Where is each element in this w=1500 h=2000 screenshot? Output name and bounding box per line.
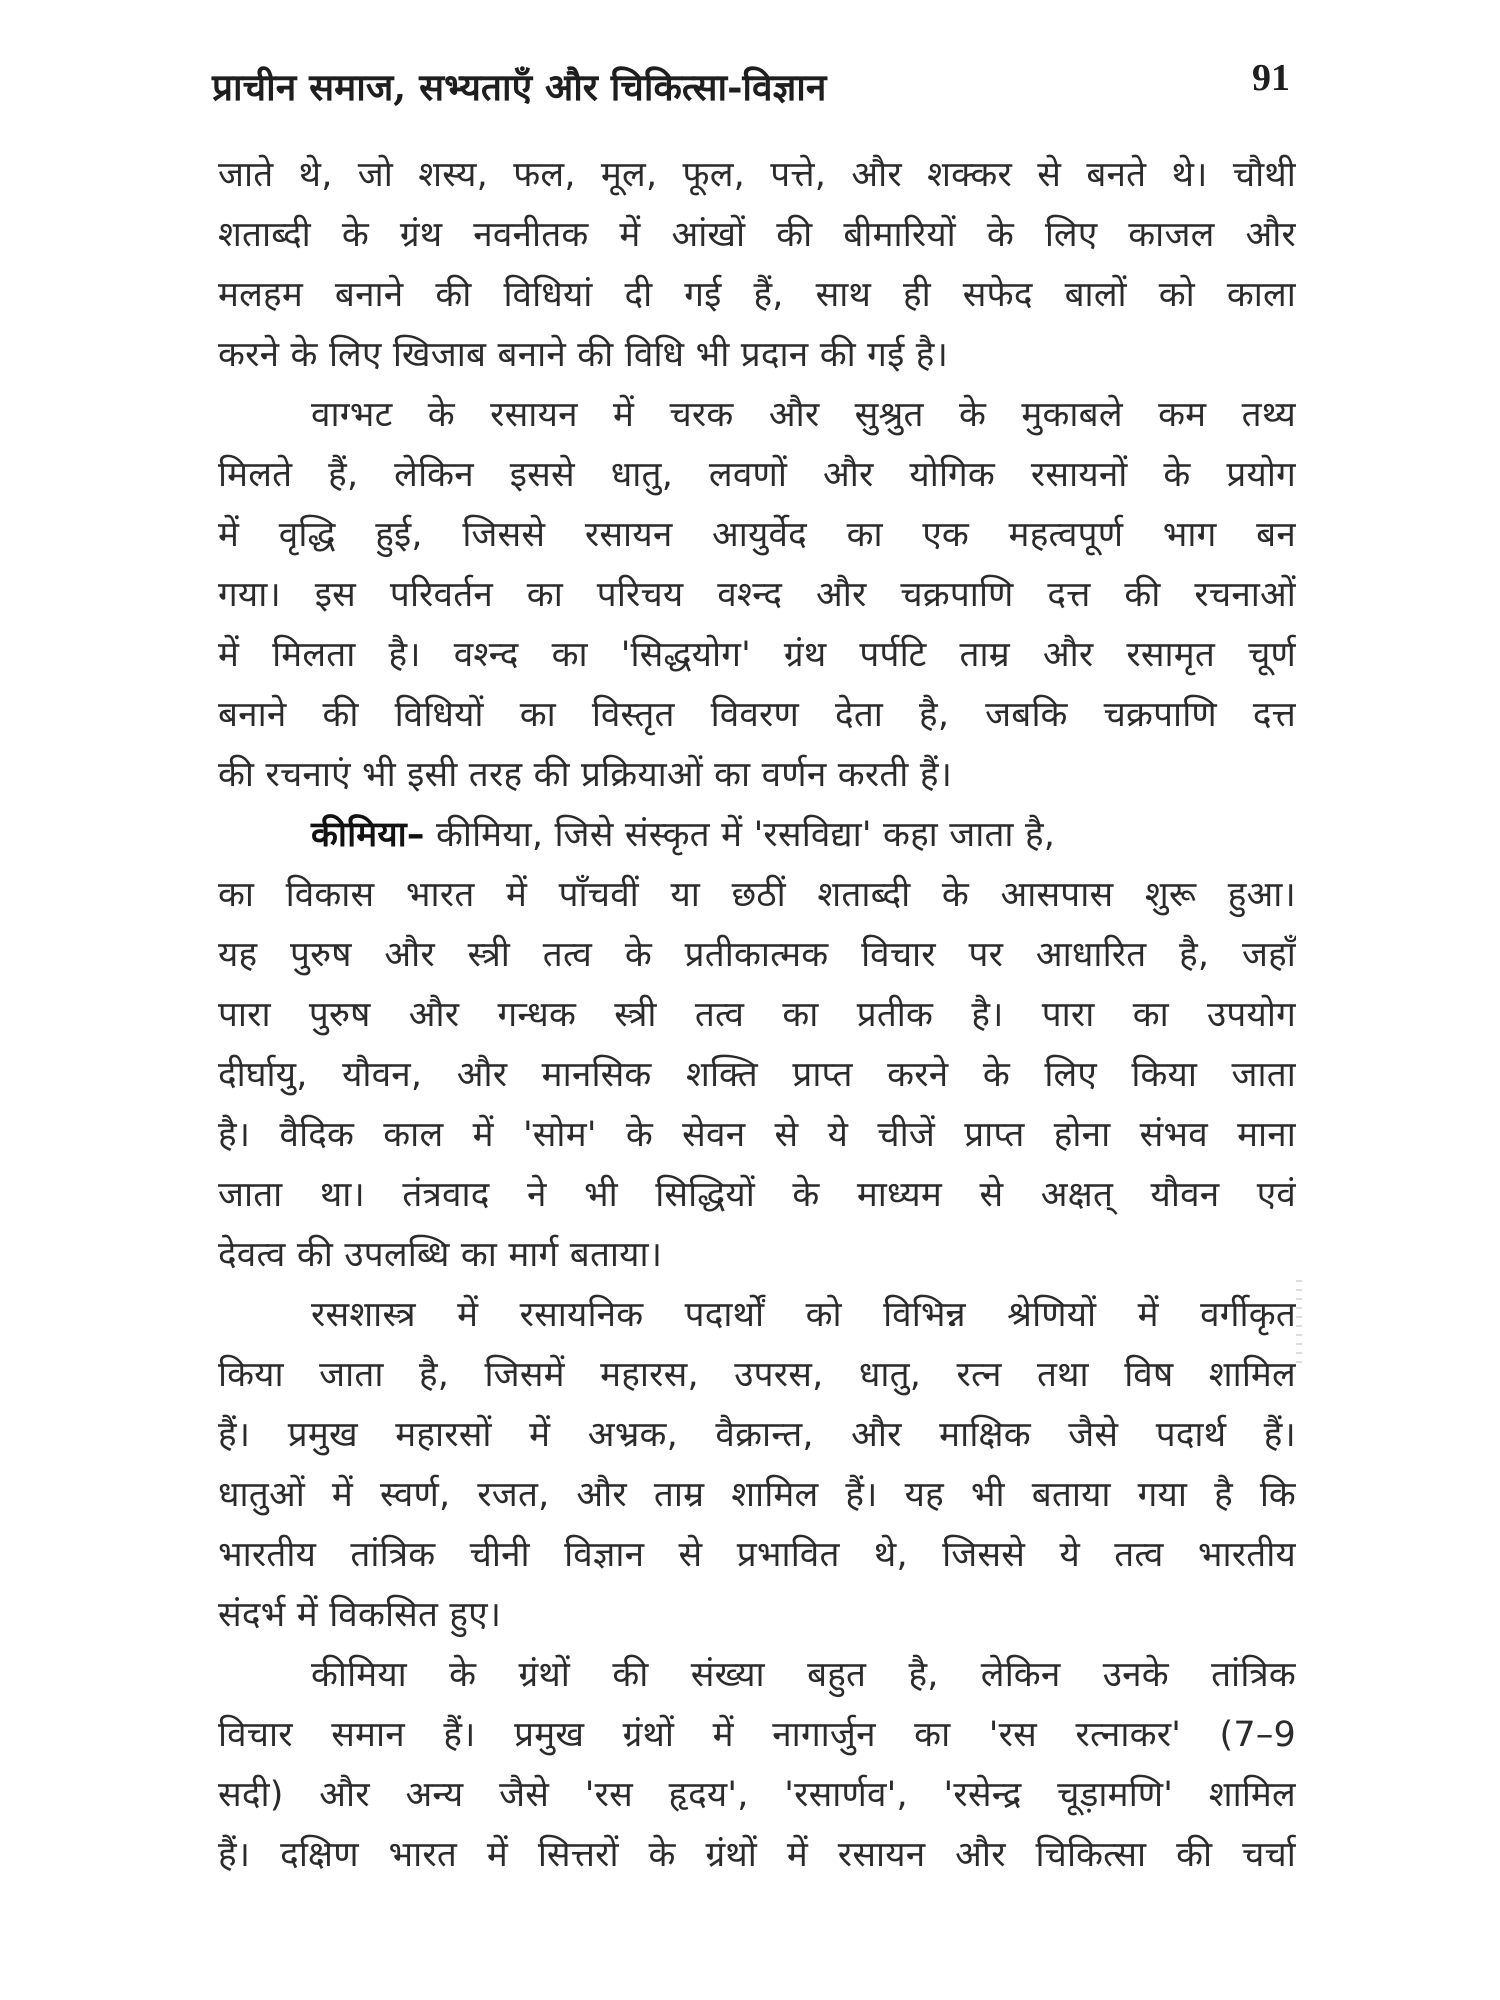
text-line: संदर्भ में विकसित हुए। bbox=[218, 1595, 502, 1635]
text-line: वाग्भट के रसायन में चरक और सुश्रुत के मुकाबले कम तथ्य bbox=[311, 395, 1296, 435]
section-heading-kimiya: कीमिया– bbox=[311, 815, 425, 855]
text-line: धातुओं में स्वर्ण, रजत, और ताम्र शामिल हैं। यह भी बताया गया है कि bbox=[218, 1475, 1296, 1515]
text-line: भारतीय तांत्रिक चीनी विज्ञान से प्रभावित थे, जिससे ये तत्व भारतीय bbox=[218, 1535, 1296, 1575]
text-line bbox=[218, 805, 1296, 865]
text-segment: कीमिया, जिसे संस्कृत में 'रसविद्या' कहा जाता है, bbox=[435, 815, 1056, 855]
text-line: विचार समान हैं। प्रमुख ग्रंथों में नागार्जुन का 'रस रत्नाकर' (7–9 bbox=[218, 1715, 1296, 1755]
text-line: रसशास्त्र में रसायनिक पदार्थों को विभिन्न श्रेणियों में वर्गीकृत bbox=[311, 1295, 1296, 1335]
body-text bbox=[218, 145, 1296, 1885]
text-line: करने के लिए खिजाब बनाने की विधि भी प्रदान की गई है। bbox=[218, 335, 949, 375]
text-line: गया। इस परिवर्तन का परिचय वश्न्द और चक्रपाणि दत्त की रचनाओं bbox=[218, 575, 1296, 615]
scan-edge-marks bbox=[1296, 1280, 1302, 1370]
text-line: पारा पुरुष और गन्धक स्त्री तत्व का प्रतीक है। पारा का उपयोग bbox=[218, 995, 1296, 1035]
text-line: किया जाता है, जिसमें महारस, उपरस, धातु, रत्न तथा विष शामिल bbox=[218, 1355, 1296, 1395]
text-line: जाते थे, जो शस्य, फल, मूल, फूल, पत्ते, और शक्कर से बनते थे। चौथी bbox=[218, 155, 1296, 195]
text-line: जाता था। तंत्रवाद ने भी सिद्धियों के माध्यम से अक्षत् यौवन एवं bbox=[218, 1175, 1296, 1215]
page-number: 91 bbox=[1252, 57, 1290, 99]
text-line: का विकास भारत में पाँचवीं या छठीं शताब्दी के आसपास शुरू हुआ। bbox=[218, 875, 1296, 915]
text-line: यह पुरुष और स्त्री तत्व के प्रतीकात्मक विचार पर आधारित है, जहाँ bbox=[218, 935, 1296, 975]
text-line: सदी) और अन्य जैसे 'रस हृदय', 'रसार्णव', 'रसेन्द्र चूड़ामणि' शामिल bbox=[218, 1775, 1296, 1815]
text-line: मिलते हैं, लेकिन इससे धातु, लवणों और योगिक रसायनों के प्रयोग bbox=[218, 455, 1296, 495]
text-line: हैं। दक्षिण भारत में सित्तरों के ग्रंथों में रसायन और चिकित्सा की चर्चा bbox=[218, 1835, 1296, 1875]
running-head-title: प्राचीन समाज, सभ्यताएँ और चिकित्सा-विज्ञान bbox=[212, 65, 827, 109]
text-line: है। वैदिक काल में 'सोम' के सेवन से ये चीजें प्राप्त होना संभव माना bbox=[218, 1115, 1296, 1155]
text-line: कीमिया के ग्रंथों की संख्या बहुत है, लेकिन उनके तांत्रिक bbox=[311, 1655, 1296, 1695]
text-line: की रचनाएं भी इसी तरह की प्रक्रियाओं का वर्णन करती हैं। bbox=[218, 755, 953, 795]
text-line: में मिलता है। वश्न्द का 'सिद्धयोग' ग्रंथ पर्पटि ताम्र और रसामृत चूर्ण bbox=[218, 635, 1296, 675]
text-line: देवत्व की उपलब्धि का मार्ग बताया। bbox=[218, 1235, 663, 1275]
text-line: शताब्दी के ग्रंथ नवनीतक में आंखों की बीमारियों के लिए काजल और bbox=[218, 215, 1296, 255]
text-line: दीर्घायु, यौवन, और मानसिक शक्ति प्राप्त करने के लिए किया जाता bbox=[218, 1055, 1296, 1095]
text-line: हैं। प्रमुख महारसों में अभ्रक, वैक्रान्त, और माक्षिक जैसे पदार्थ हैं। bbox=[218, 1415, 1296, 1455]
text-line: में वृद्धि हुई, जिससे रसायन आयुर्वेद का एक महत्वपूर्ण भाग बन bbox=[218, 515, 1296, 555]
text-line: बनाने की विधियों का विस्तृत विवरण देता है, जबकि चक्रपाणि दत्त bbox=[218, 695, 1296, 735]
text-line: मलहम बनाने की विधियां दी गई हैं, साथ ही सफेद बालों को काला bbox=[218, 275, 1296, 315]
